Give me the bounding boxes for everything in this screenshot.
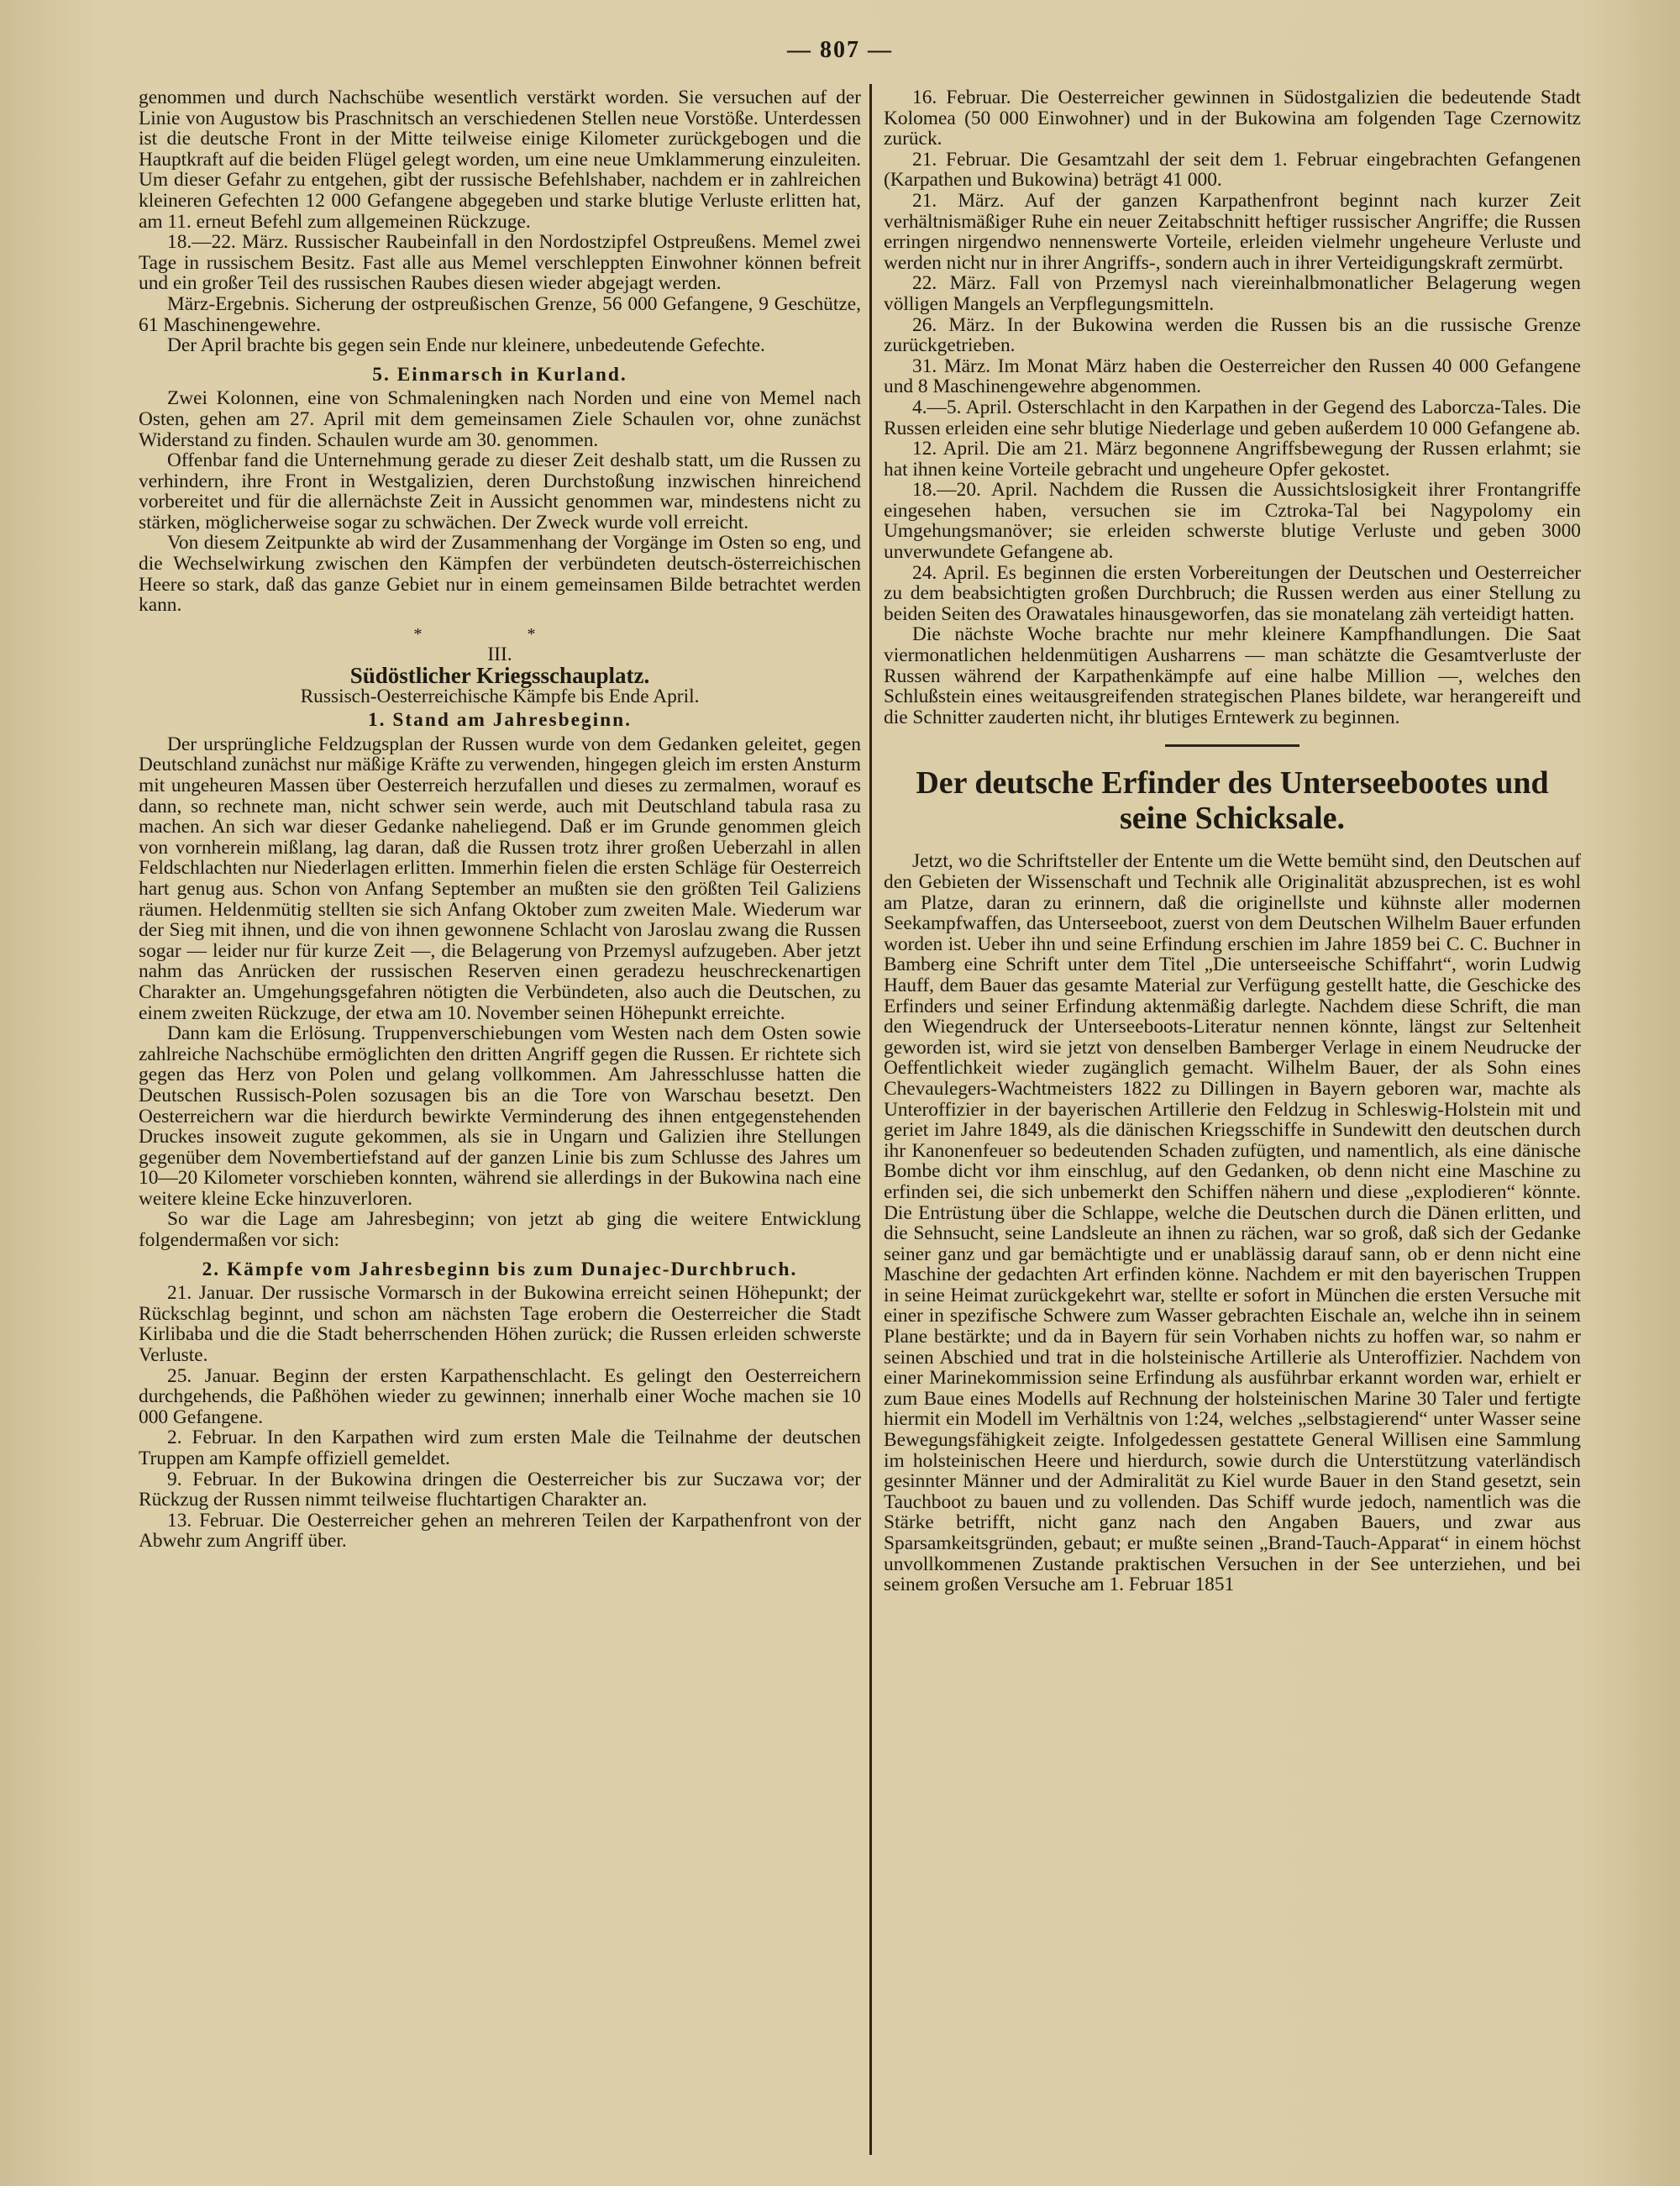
paragraph: 24. April. Es beginnen die ersten Vorbereitungen der Deutschen und Oesterreicher zu dem beabsichtigten großen Durchbruch; die Russen werden aus einer Stellung zu beiden Seiten des Orawatales hinausgeworfen, das sie monatelang zäh verteidigt hatten. — [884, 561, 1581, 625]
paragraph: 21. Februar. Die Gesamtzahl der seit dem 1. Februar eingebrachten Gefangenen (Karpathen und Bukowina) beträgt 41 000. — [884, 148, 1581, 192]
paragraph: 13. Februar. Die Oesterreicher gehen an mehreren Teilen der Karpathenfront von der Abwehr zum Angriff über. — [139, 1509, 861, 1553]
section-heading: 2. Kämpfe vom Jahresbeginn bis zum Dunajec-Durchbruch. — [202, 1258, 798, 1280]
paragraph: 22. März. Fall von Przemysl nach viereinhalbmonatlicher Belagerung wegen völligen Mangels an Verpflegungsmitteln. — [884, 272, 1581, 315]
paragraph: Von diesem Zeitpunkte ab wird der Zusammenhang der Vorgänge im Osten so eng, und die Wechselwirkung zwischen den Kämpfen der verbündeten deutsch-österreichischen Heere so stark, daß das ganze Gebiet nur in einem gemeinsamen Bilde betrachtet werden kann. — [139, 532, 861, 617]
article-title: Der deutsche Erfinder des Unterseebootes und seine Schicksale. — [916, 765, 1549, 837]
paragraph: Der April brachte bis gegen sein Ende nur kleinere, unbedeutende Gefechte. — [167, 334, 765, 357]
section-number: III. — [487, 644, 512, 666]
column-divider — [869, 84, 872, 2155]
section-subtitle: Russisch-Oesterreichische Kämpfe bis Ende April. — [300, 685, 700, 707]
paragraph: 31. März. Im Monat März haben die Oesterreicher den Russen 40 000 Gefangene und 8 Maschinengewehre abgenommen. — [884, 355, 1581, 398]
paragraph: 2. Februar. In den Karpathen wird zum ersten Male die Teilnahme der deutschen Truppen am Kampfe offiziell gemeldet. — [139, 1427, 861, 1469]
article-body: Jetzt, wo die Schriftsteller der Entente um die Wette bemüht sind, den Deutschen auf den Gebieten der Wissenschaft und Technik alle Originalität abzusprechen, ist es wohl am Platze, daran zu erinnern, daß die originellste und kühnste aller modernen Seekampfwaffen, das Unterseeboot, zuerst von dem Deutschen Wilhelm Bauer erfunden worden ist. Ueber ihn und seine Erfindung erschien im Jahre 1859 bei C. C. Buchner in Bamberg eine Schrift unter dem Titel „Die unterseeische Schiffahrt“, worin Ludwig Hauff, dem Bauer das gesamte Material zur Verfügung gestellt hatte, die Geschicke des Erfinders und seiner Erfindung aktenmäßig darlegte. Nachdem diese Schrift, die man den Wiegendruck der Unterseeboots-Literatur nennen könnte, längst zur Seltenheit geworden ist, wird sie jetzt von denselben Bamberger Verlage in einem Neudrucke der Oeffentlichkeit wieder zugänglich gemacht. Wilhelm Bauer, der als Sohn eines Chevaulegers-Wachtmeisters 1822 zu Dillingen in Bayern geboren war, machte als Unteroffizier in der bayerischen Artillerie den Feldzug in Schleswig-Holstein mit und geriet im Jahre 1849, als die dänischen Kriegsschiffe in Sundewitt den deutschen durch ihr Kanonenfeuer so bedeutenden Schaden zufügten, und namentlich, als eine dänische Bombe dicht vor ihm einschlug, auf den Gedanken, ob denn nicht eine Maschine zu erfinden sei, die sich unbemerkt den Schiffen nähern und diese „explodieren“ könnte. Die Entrüstung über die Schlappe, welche die Deutschen durch die Dänen erlitten, und die Sehnsucht, seine Landsleute an ihnen zu rächen, war so groß, daß sich der Gedanke seiner ganz und gar bemächtigte und er unablässig darauf sann, ob er denn nicht eine Maschine der gedachten Art erfinden könne. Nachdem er mit den bayerischen Truppen in seine Heimat zurückgekehrt war, stellte er sofort in München die ersten Versuche mit einer in spezifische Schwere zum Wasser gebrachten Eischale an, welche ihn in seinem Plane bestärkte; und da in Bayern für sein Vorhaben nichts zu hoffen war, so nahm er seinen Abschied und trat in die holsteinische Artillerie als Unteroffizier. Nachdem von einer Marinekommission seine Erfindung als ausführbar erkannt worden war, erhielt er zum Baue eines Modells auf Rechnung der holsteinischen Marine 30 Taler und fertigte hiermit ein Modell im Verhältnis von 1:24, welches „selbstagierend“ unter Wasser seine Bewegungsfähigkeit zeigte. Infolgedessen gestattete General Willisen eine Sammlung im holsteinischen Heere und hierdurch, sowie durch die Unterstützung vaterländisch gesinnter Männer und der Admiralität zu Kiel wurde Bauer in den Stand gesetzt, sein Tauchboot zu bauen und zu vollenden. Das Schiff wurde jedoch, namentlich was die Stärke betrifft, nicht ganz nach den Angaben Bauers, und zwar aus Sparsamkeitsgründen, gebaut; er mußte seinen „Brand-Tauch-Apparat“ in einem höchst unvollkommenen Zustande praktischen Versuchen in der See unterziehen, und bei seinem großen Versuche am 1. Februar 1851 — [884, 850, 1581, 1596]
paragraph: 26. März. In der Bukowina werden die Russen bis an die russische Grenze zurückgetrieben. — [884, 313, 1581, 357]
section-heading: 1. Stand am Jahresbeginn. — [367, 709, 633, 732]
paragraph: Die nächste Woche brachte nur mehr kleinere Kampfhandlungen. Die Saat viermonatlichen heldenmütigen Ausharrens — man schätzte die Gesamtverluste der Russen während der Karpathenkämpfe auf eine halbe Million —, welches den Schlußstein eines weitausgreifenden strategischen Planes bildete, war herangereift und die Schnitter zauderten nicht, ihr blutiges Erntewerk zu beginnen. — [884, 623, 1581, 728]
separator-stars: * * — [413, 624, 586, 644]
paragraph: 12. April. Die am 21. März begonnene Angriffsbewegung der Russen erlahmt; sie hat ihnen keine Vorteile gebracht und ungeheure Opfer gekostet. — [884, 438, 1581, 481]
paragraph: genommen und durch Nachschübe wesentlich verstärkt worden. Sie versuchen auf der Linie von Augustow bis Praschnitsch an verschiedenen Stellen neue Vorstöße. Unterdessen ist die deutsche Front in der Mitte teilweise einige Kilometer zurückgebogen und die Hauptkraft auf die beiden Flügel gelegt worden, um eine neue Umklammerung einzuleiten. Um dieser Gefahr zu entgehen, gibt der russische Befehlshaber, nachdem er in zahlreichen kleineren Gefechten 12 000 Gefangene abgegeben und starke blutige Verluste erlitten hat, am 11. erneut Befehl zum allgemeinen Rückzuge. — [139, 87, 861, 233]
left-column — [139, 87, 861, 1552]
paragraph: Der ursprüngliche Feldzugsplan der Russen wurde von dem Gedanken geleitet, gegen Deutschland zunächst nur mäßige Kräfte zu verwenden, hingegen gleich im ersten Ansturm mit ungeheuren Massen über Oesterreich herzufallen und dieses zu zermalmen, worauf es dann, so rechnete man, nicht schwer sein werde, auch mit Deutschland tabula rasa zu machen. An sich war dieser Gedanke naheliegend. Daß er im Grunde genommen gleich von vornherein mißlang, lag daran, daß die Russen trotz ihrer großen Ueberzahl in allen Feldschlachten nur Niederlagen erlitten. Immerhin fielen die ersten Schläge für Oesterreich hart genug aus. Schon von Anfang September an mußten sie den größten Teil Galiziens räumen. Heldenmütig stellten sie sich Anfang Oktober zum zweiten Male. Wiederum war der Sieg mit ihnen, und die von ihnen gewonnene Schlacht von Jaroslau zwang die Russen sogar — leider nur für kurze Zeit —, die Belagerung von Przemysl aufzugeben. Aber jetzt nahm das Anrücken der russischen Reserven einen geradezu heuschreckenartigen Charakter an. Umgehungsgefahren nötigten die Verbündeten, also auch die Deutschen, zu einem zweiten Rückzuge, der etwa am 10. November seinen Höhepunkt erreichte. — [139, 733, 861, 1024]
article-separator — [1165, 744, 1299, 747]
paragraph: So war die Lage am Jahresbeginn; von jetzt ab ging die weitere Entwicklung folgendermaßen vor sich: — [139, 1208, 861, 1252]
paragraph: 21. Januar. Der russische Vormarsch in der Bukowina erreicht seinen Höhepunkt; der Rückschlag beginnt, und schon am nächsten Tage erobern die Oesterreicher die Stadt Kirlibaba und die die Stadt beherrschenden Höhen zurück; die Russen erleiden schwerste Verluste. — [139, 1282, 861, 1367]
section-heading: 5. Einmarsch in Kurland. — [372, 363, 627, 386]
section-title: Südöstlicher Kriegsschauplatz. — [349, 663, 650, 689]
paragraph: 25. Januar. Beginn der ersten Karpathenschlacht. Es gelingt den Oesterreichern durchgehends, die Paßhöhen wieder zu gewinnen; innerhalb einer Woche machen sie 10 000 Gefangene. — [139, 1364, 861, 1428]
paragraph: 16. Februar. Die Oesterreicher gewinnen in Südostgalizien die bedeutende Stadt Kolomea (50 000 Einwohner) und in der Bukowina am folgenden Tage Czernowitz zurück. — [884, 87, 1581, 150]
paragraph: 21. März. Auf der ganzen Karpathenfront beginnt nach kurzer Zeit verhältnismäßiger Ruhe ein neuer Zeitabschnitt heftiger russischer Angriffe; die Russen erringen nirgendwo nennenswerte Vorteile, erleiden vielmehr ungeheure Verluste und werden nicht nur in ihrer Angriffs-, sondern auch in ihrer Verteidigungskraft zermürbt. — [884, 189, 1581, 274]
paragraph: 18.—20. April. Nachdem die Russen die Aussichtslosigkeit ihrer Frontangriffe eingesehen haben, versuchen sie im Cztroka-Tal bei Nagypolomy ein Umgehungsmanöver; sie erleiden schwerste blutige Verluste und geben 3000 unverwundete Gefangene ab. — [884, 479, 1581, 564]
paragraph: Offenbar fand die Unternehmung gerade zu dieser Zeit deshalb statt, um die Russen zu verhindern, ihre Front in Westgalizien, deren Durchstoßung inzwischen hinreichend vorbereitet und für die allernächste Zeit in Aussicht genommen war, mindestens nicht zu stärken, möglicherweise sogar zu schwächen. Der Zweck wurde voll erreicht. — [139, 449, 861, 533]
paragraph: März-Ergebnis. Sicherung der ostpreußischen Grenze, 56 000 Gefangene, 9 Geschütze, 61 Maschinengewehre. — [139, 292, 861, 336]
paragraph: 18.—22. März. Russischer Raubeinfall in den Nordostzipfel Ostpreußens. Memel zwei Tage in russischem Besitz. Fast alle aus Memel verschleppten Einwohner können befreit und ein großer Teil des russischen Raubes diesen wieder abgejagt werden. — [139, 231, 861, 295]
paragraph: 9. Februar. In der Bukowina dringen die Oesterreicher bis zur Suczawa vor; der Rückzug der Russen nimmt teilweise fluchtartigen Charakter an. — [139, 1468, 861, 1511]
right-column — [884, 87, 1581, 1595]
paragraph: Zwei Kolonnen, eine von Schmaleningken nach Norden und eine von Memel nach Osten, gehen am 27. April mit dem gemeinsamen Ziele Schaulen vor, ohne zunächst Widerstand zu finden. Schaulen wurde am 30. genommen. — [139, 387, 861, 451]
page-number: — 807 — — [787, 37, 893, 63]
paragraph: 4.—5. April. Osterschlacht in den Karpathen in der Gegend des Laborcza-Tales. Die Russen erleiden eine sehr blutige Niederlage und geben außerdem 10 000 Gefangene ab. — [884, 396, 1581, 439]
paragraph: Dann kam die Erlösung. Truppenverschiebungen vom Westen nach dem Osten sowie zahlreiche Nachschübe ermöglichten den dritten Angriff gegen die Russen. Er richtete sich gegen das Herz von Polen und gelang vollkommen. Am Jahresschlusse hatten die Deutschen Russisch-Polen sozusagen bis an die Tore von Warschau besetzt. Den Oesterreichern war die hierdurch bewirkte Verminderung des ihnen entgegenstehenden Druckes insoweit zugute gekommen, als sie in Ungarn und Galizien ihre Stellungen gegenüber dem Novembertiefstand auf der ganzen Linie bis zum Schlusse des Jahres um 10—20 Kilometer vorschieben konnten, während sie allerdings in der Bukowina nach eine weitere kleine Ecke hinzuverloren. — [139, 1022, 861, 1210]
